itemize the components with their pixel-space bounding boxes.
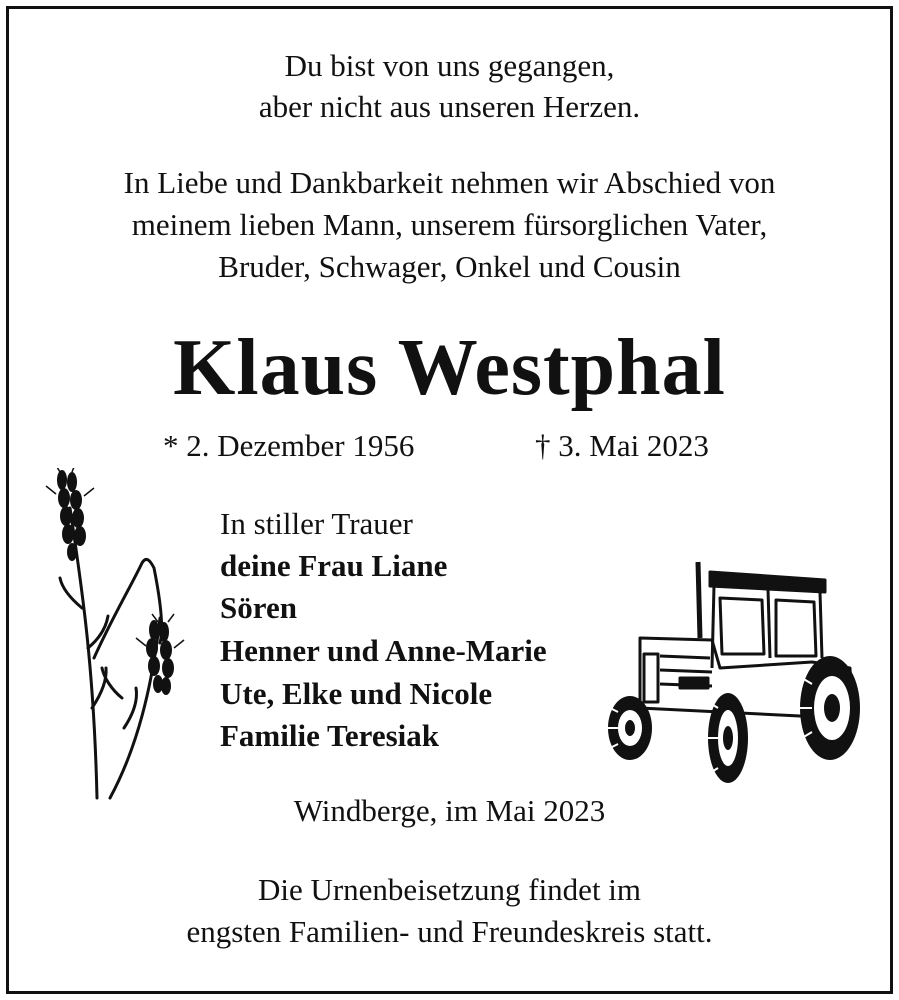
intro-line-2: meinem lieben Mann, unserem fürsorglichen Vater, xyxy=(131,207,768,242)
place-date: Windberge, im Mai 2023 xyxy=(293,793,606,828)
intro-line-1: In Liebe und Dankbarkeit nehmen wir Abschied von xyxy=(123,165,776,200)
mourner-name: Ute, Elke und Nicole xyxy=(220,676,493,711)
mourner-name: deine Frau Liane xyxy=(220,548,448,583)
verse-line-2: aber nicht aus unseren Herzen. xyxy=(258,89,641,124)
deceased-name: Klaus Westphal xyxy=(173,324,726,412)
tractor-icon xyxy=(600,558,865,798)
intro-line-3: Bruder, Schwager, Onkel und Cousin xyxy=(218,249,681,284)
closing-line-1: Die Urnenbeisetzung findet im xyxy=(257,872,642,907)
wheat-icon xyxy=(42,468,192,808)
mourner-name: Sören xyxy=(220,590,297,625)
birth-date: * 2. Dezember 1956 xyxy=(163,428,415,463)
mourning-heading: In stiller Trauer xyxy=(220,506,413,541)
mourner-name: Henner und Anne-Marie xyxy=(220,633,547,668)
verse-line-1: Du bist von uns gegangen, xyxy=(284,48,615,83)
mourner-name: Familie Teresiak xyxy=(220,718,440,753)
closing-line-2: engsten Familien- und Freundeskreis statt. xyxy=(186,914,713,949)
death-date: † 3. Mai 2023 xyxy=(535,428,709,463)
